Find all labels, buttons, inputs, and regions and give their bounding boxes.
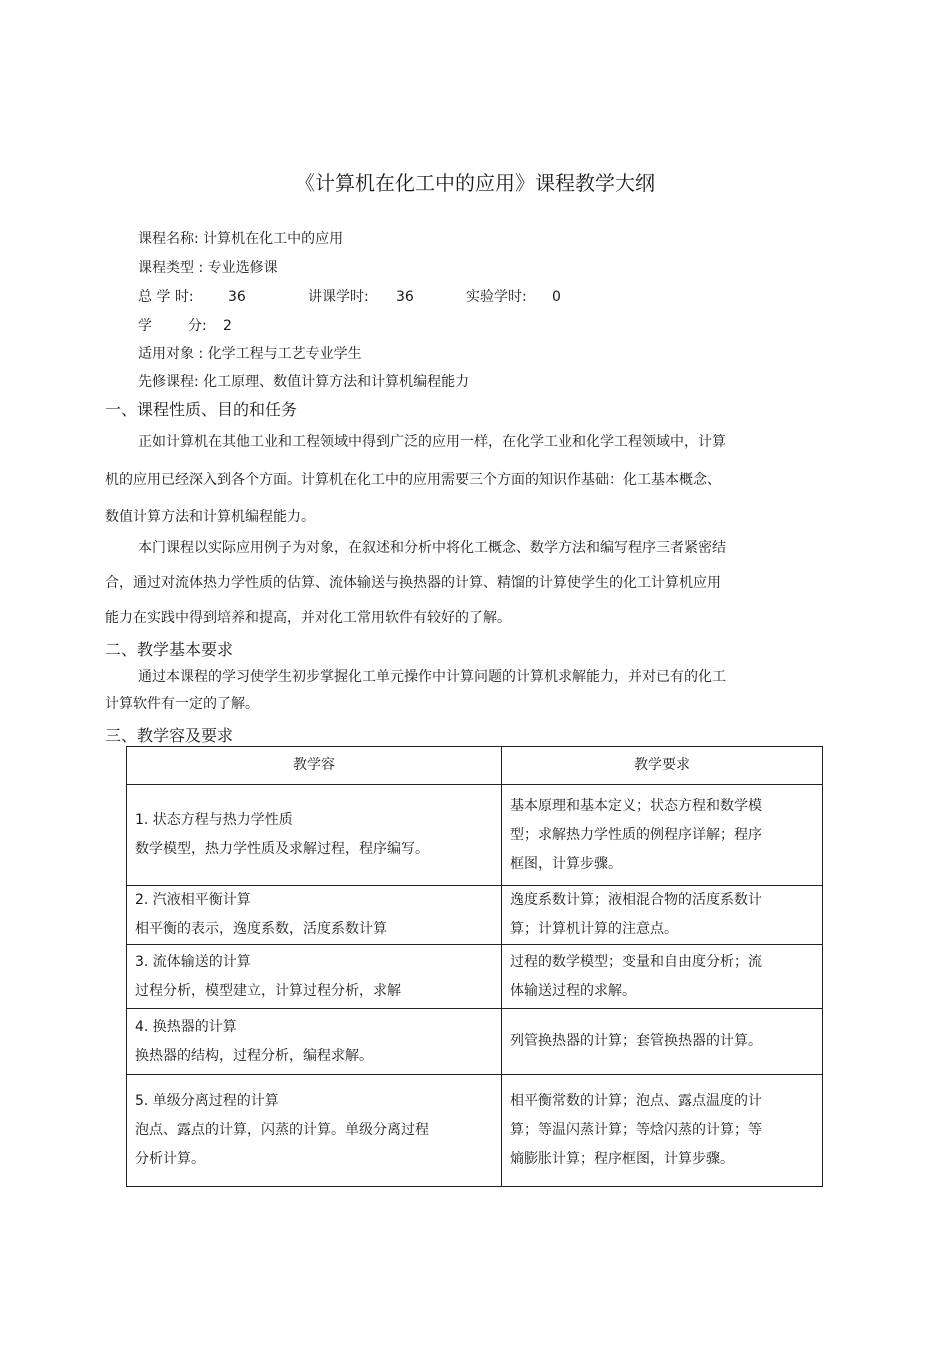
section-heading-2: 二、教学基本要求 xyxy=(105,640,234,659)
credits-label-a: 学 xyxy=(138,318,152,334)
cell-line: 算；计算机计算的注意点。 xyxy=(510,921,678,937)
cell-line: 相平衡常数的计算；泡点、露点温度的计 xyxy=(510,1093,762,1109)
audience-row xyxy=(138,343,362,363)
cell-line: 换热器的结构，过程分析，编程求解。 xyxy=(135,1047,373,1064)
credits-label-b: 分: xyxy=(188,318,207,334)
paragraph-line: 计算软件有一定的了解。 xyxy=(105,696,259,712)
lab-hours-label: 实验学时: xyxy=(466,289,527,305)
section-heading-3: 三、教学容及要求 xyxy=(105,726,234,745)
prereq-label: 先修课程: xyxy=(138,374,199,390)
content-cell xyxy=(127,1075,502,1187)
table-row xyxy=(127,945,823,1009)
content-cell xyxy=(127,886,502,945)
requirement-cell xyxy=(502,1075,823,1187)
lecture-hours-label: 讲课学时: xyxy=(308,289,369,305)
course-type-row xyxy=(138,257,278,277)
cell-line: 2. 汽液相平衡计算 xyxy=(135,892,251,908)
cell-line: 逸度系数计算；液相混合物的活度系数计 xyxy=(510,892,762,908)
section-heading-1: 一、课程性质、目的和任务 xyxy=(105,400,298,419)
cell-line: 分析计算。 xyxy=(135,1151,205,1167)
course-type-value: 专业选修课 xyxy=(207,260,278,276)
course-name-value: 计算机在化工中的应用 xyxy=(203,231,344,247)
paragraph-line: 能力在实践中得到培养和提高，并对化工常用软件有较好的了解。 xyxy=(105,610,511,626)
document-title: 《计算机在化工中的应用》课程教学大纲 xyxy=(295,171,655,195)
cell-line: 泡点、露点的计算，闪蒸的计算。单级分离过程 xyxy=(135,1122,429,1138)
cell-line: 1. 状态方程与热力学性质 xyxy=(135,812,293,828)
course-type-label: 课程类型 : xyxy=(138,260,204,276)
cell-line: 基本原理和基本定义；状态方程和数学模 xyxy=(510,797,762,814)
lecture-hours-value: 36 xyxy=(396,289,414,305)
column-header-content: 教学容 xyxy=(127,747,502,785)
column-header-requirement: 教学要求 xyxy=(502,747,823,785)
cell-line: 过程分析，模型建立，计算过程分析，求解 xyxy=(135,982,401,999)
table-row xyxy=(127,785,823,886)
paragraph-line: 本门课程以实际应用例子为对象，在叙述和分析中将化工概念、数学方法和编写程序三者紧密结 xyxy=(138,540,726,556)
content-cell xyxy=(127,945,502,1009)
table-row xyxy=(127,1009,823,1075)
paragraph-line: 数值计算方法和计算机编程能力。 xyxy=(105,509,315,525)
cell-line: 算；等温闪蒸计算；等焓闪蒸的计算；等 xyxy=(510,1122,762,1138)
requirement-cell xyxy=(502,945,823,1009)
paragraph-line: 机的应用已经深入到各个方面。计算机在化工中的应用需要三个方面的知识作基础：化工基本概念、 xyxy=(105,472,721,488)
total-hours-label: 总 学 时: xyxy=(138,289,194,305)
audience-label: 适用对象 : xyxy=(138,346,204,362)
course-name-label: 课程名称: xyxy=(138,231,199,247)
section2-paragraph-1 xyxy=(105,670,726,711)
cell-line: 体输送过程的求解。 xyxy=(510,982,636,999)
credits-row xyxy=(138,315,232,335)
cell-line: 5. 单级分离过程的计算 xyxy=(135,1093,279,1109)
table-row xyxy=(127,886,823,945)
cell-line: 列管换热器的计算；套管换热器的计算。 xyxy=(510,1033,762,1049)
cell-line: 框图，计算步骤。 xyxy=(510,855,622,872)
content-cell xyxy=(127,1009,502,1075)
total-hours-value: 36 xyxy=(228,289,246,305)
content-cell xyxy=(127,785,502,886)
audience-value: 化学工程与工艺专业学生 xyxy=(207,346,362,362)
cell-line: 数学模型，热力学性质及求解过程，程序编写。 xyxy=(135,841,429,857)
paragraph-line: 合，通过对流体热力学性质的估算、流体输送与换热器的计算、精馏的计算使学生的化工计算机应用 xyxy=(105,575,721,591)
requirement-cell xyxy=(502,785,823,886)
requirement-cell xyxy=(502,886,823,945)
syllabus-table xyxy=(126,746,823,1187)
prereq-row xyxy=(138,371,469,391)
hours-row xyxy=(138,286,561,306)
cell-line: 熵膨胀计算；程序框图，计算步骤。 xyxy=(510,1151,734,1167)
cell-line: 3. 流体输送的计算 xyxy=(135,953,251,970)
prereq-value: 化工原理、数值计算方法和计算机编程能力 xyxy=(203,374,470,390)
lab-hours-value: 0 xyxy=(552,289,561,305)
cell-line: 4. 换热器的计算 xyxy=(135,1018,237,1035)
credits-value: 2 xyxy=(223,318,232,334)
section1-paragraph-1 xyxy=(105,435,726,524)
table-row xyxy=(127,1075,823,1187)
cell-line: 型；求解热力学性质的例程序详解；程序 xyxy=(510,826,762,843)
paragraph-line: 通过本课程的学习使学生初步掌握化工单元操作中计算问题的计算机求解能力，并对已有的化工 xyxy=(138,669,726,685)
paragraph-line: 正如计算机在其他工业和工程领域中得到广泛的应用一样，在化学工业和化学工程领域中，计算 xyxy=(138,434,726,450)
section1-paragraph-2 xyxy=(105,541,726,625)
table-header-row xyxy=(127,747,823,785)
cell-line: 过程的数学模型；变量和自由度分析；流 xyxy=(510,953,762,970)
course-name-row xyxy=(138,228,343,248)
requirement-cell xyxy=(502,1009,823,1075)
cell-line: 相平衡的表示，逸度系数，活度系数计算 xyxy=(135,921,387,937)
